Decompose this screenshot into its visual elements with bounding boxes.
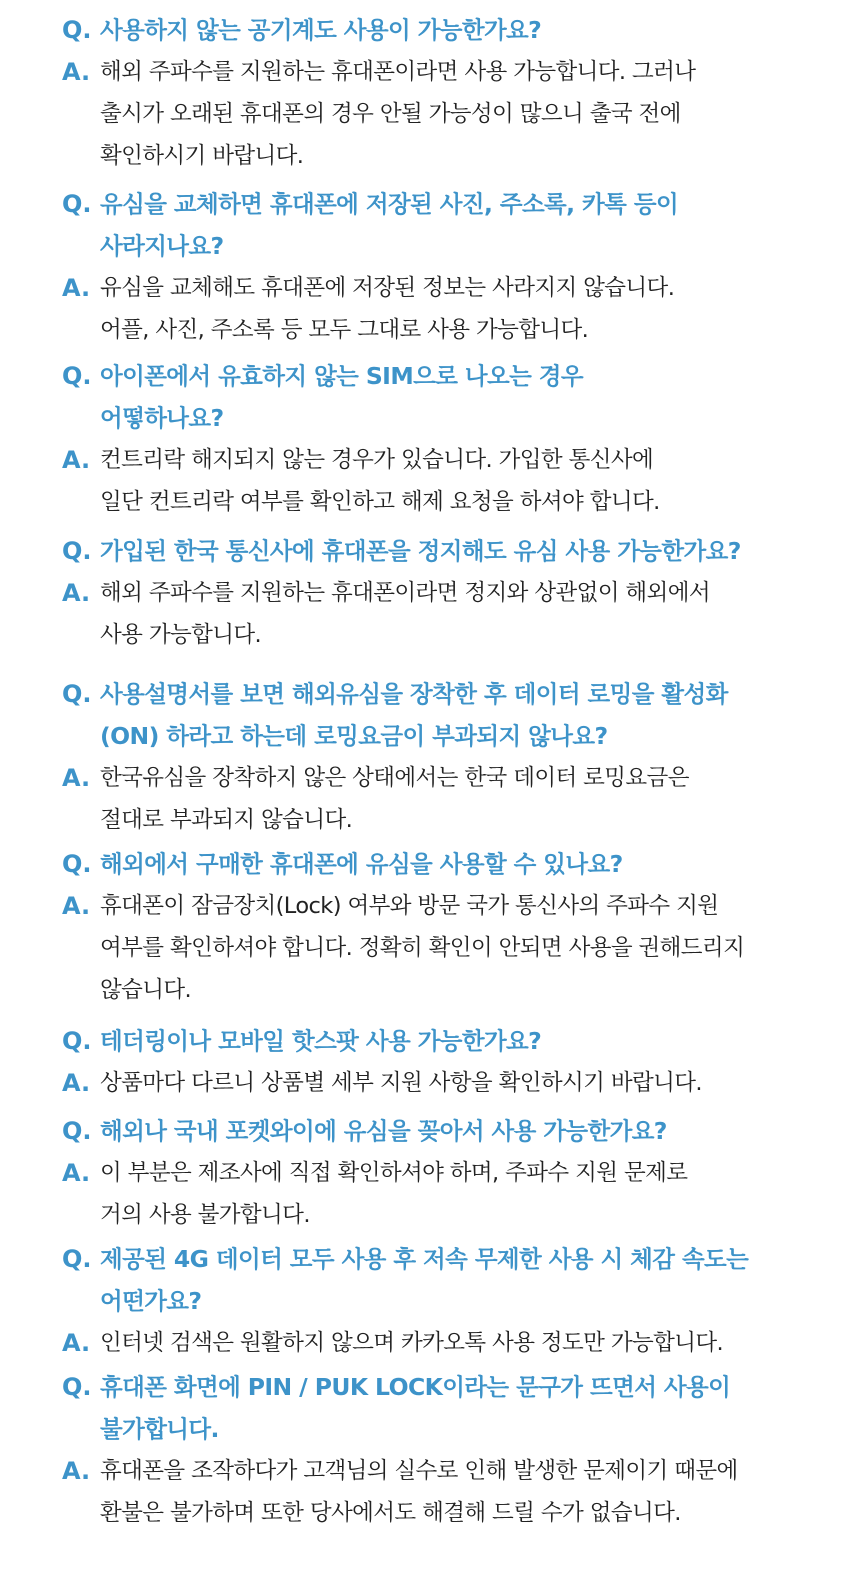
answer-text xyxy=(100,1450,840,1534)
faq-item xyxy=(0,530,860,656)
question-line: 어떻하나요? xyxy=(100,404,224,432)
faq-item xyxy=(0,1238,860,1364)
question-line: 제공된 4G 데이터 모두 사용 후 저속 무제한 사용 시 체감 속도는 xyxy=(100,1245,749,1273)
answer-text xyxy=(100,572,840,656)
faq-item xyxy=(0,843,860,1011)
faq-question xyxy=(0,9,860,51)
answer-marker: A. xyxy=(62,446,91,474)
answer-marker: A. xyxy=(62,274,91,302)
question-line: 아이폰에서 유효하지 않는 SIM으로 나오는 경우 xyxy=(100,362,583,390)
faq-answer xyxy=(0,757,860,841)
answer-marker: A. xyxy=(62,579,91,607)
answer-line: 확인하시기 바랍니다. xyxy=(100,143,304,169)
faq-item xyxy=(0,1020,860,1104)
answer-line: 일단 컨트리락 여부를 확인하고 해제 요청을 하셔야 합니다. xyxy=(100,489,660,515)
answer-line: 인터넷 검색은 원활하지 않으며 카카오톡 사용 정도만 가능합니다. xyxy=(100,1330,724,1356)
answer-marker: A. xyxy=(62,58,91,86)
faq-question xyxy=(0,1110,860,1152)
answer-line: 절대로 부과되지 않습니다. xyxy=(100,807,353,833)
question-marker: Q. xyxy=(62,1373,92,1401)
question-text xyxy=(100,1020,840,1062)
faq-item xyxy=(0,673,860,841)
question-marker: Q. xyxy=(62,362,92,390)
question-text xyxy=(100,183,840,267)
faq-question xyxy=(0,1238,860,1322)
faq-answer xyxy=(0,885,860,1011)
question-text xyxy=(100,355,840,439)
answer-line: 출시가 오래된 휴대폰의 경우 안될 가능성이 많으니 출국 전에 xyxy=(100,101,681,127)
faq-item xyxy=(0,9,860,177)
question-marker: Q. xyxy=(62,16,92,44)
faq-question xyxy=(0,843,860,885)
answer-text xyxy=(100,1322,840,1364)
question-marker: Q. xyxy=(62,850,92,878)
faq-question xyxy=(0,673,860,757)
faq-question xyxy=(0,183,860,267)
faq-answer xyxy=(0,267,860,351)
faq-answer xyxy=(0,51,860,177)
answer-marker: A. xyxy=(62,1329,91,1357)
question-line: 가입된 한국 통신사에 휴대폰을 정지해도 유심 사용 가능한가요? xyxy=(100,537,741,565)
faq-question xyxy=(0,1020,860,1062)
answer-marker: A. xyxy=(62,892,91,920)
faq-item xyxy=(0,1366,860,1534)
question-line: 사용하지 않는 공기계도 사용이 가능한가요? xyxy=(100,16,542,44)
answer-text xyxy=(100,885,840,1011)
answer-marker: A. xyxy=(62,1457,91,1485)
question-text xyxy=(100,530,840,572)
answer-text xyxy=(100,267,840,351)
question-marker: Q. xyxy=(62,190,92,218)
question-marker: Q. xyxy=(62,1027,92,1055)
question-line: 해외나 국내 포켓와이에 유심을 꽂아서 사용 가능한가요? xyxy=(100,1117,667,1145)
question-marker: Q. xyxy=(62,537,92,565)
faq-answer xyxy=(0,1322,860,1364)
question-text xyxy=(100,1110,840,1152)
answer-marker: A. xyxy=(62,1069,91,1097)
question-marker: Q. xyxy=(62,1117,92,1145)
question-text xyxy=(100,673,840,757)
faq-question xyxy=(0,355,860,439)
answer-text xyxy=(100,51,840,177)
faq-answer xyxy=(0,1450,860,1534)
question-line: 해외에서 구매한 휴대폰에 유심을 사용할 수 있나요? xyxy=(100,850,623,878)
answer-line: 이 부분은 제조사에 직접 확인하셔야 하며, 주파수 지원 문제로 xyxy=(100,1160,688,1186)
answer-line: 한국유심을 장착하지 않은 상태에서는 한국 데이터 로밍요금은 xyxy=(100,765,689,791)
faq-answer xyxy=(0,1152,860,1236)
question-line: (ON) 하라고 하는데 로밍요금이 부과되지 않나요? xyxy=(100,722,608,750)
faq-item xyxy=(0,183,860,351)
answer-text xyxy=(100,1062,840,1104)
answer-line: 사용 가능합니다. xyxy=(100,622,262,648)
answer-line: 휴대폰을 조작하다가 고객님의 실수로 인해 발생한 문제이기 때문에 xyxy=(100,1458,738,1484)
answer-line: 해외 주파수를 지원하는 휴대폰이라면 사용 가능합니다. 그러나 xyxy=(100,59,696,85)
question-text xyxy=(100,843,840,885)
faq-answer xyxy=(0,439,860,523)
question-line: 테더링이나 모바일 핫스팟 사용 가능한가요? xyxy=(100,1027,542,1055)
answer-text xyxy=(100,1152,840,1236)
faq-item xyxy=(0,355,860,523)
faq-question xyxy=(0,530,860,572)
answer-line: 어플, 사진, 주소록 등 모두 그대로 사용 가능합니다. xyxy=(100,317,589,343)
answer-line: 거의 사용 불가합니다. xyxy=(100,1202,310,1228)
answer-line: 상품마다 다르니 상품별 세부 지원 사항을 확인하시기 바랍니다. xyxy=(100,1070,702,1096)
answer-text xyxy=(100,439,840,523)
faq-question xyxy=(0,1366,860,1450)
answer-marker: A. xyxy=(62,1159,91,1187)
answer-line: 않습니다. xyxy=(100,977,192,1003)
answer-marker: A. xyxy=(62,764,91,792)
question-text xyxy=(100,9,840,51)
question-text xyxy=(100,1366,840,1450)
question-marker: Q. xyxy=(62,680,92,708)
answer-line: 환불은 불가하며 또한 당사에서도 해결해 드릴 수가 없습니다. xyxy=(100,1500,681,1526)
question-line: 어떤가요? xyxy=(100,1287,202,1315)
answer-line: 휴대폰이 잠금장치(Lock) 여부와 방문 국가 통신사의 주파수 지원 xyxy=(100,893,719,919)
faq-answer xyxy=(0,1062,860,1104)
question-line: 유심을 교체하면 휴대폰에 저장된 사진, 주소록, 카톡 등이 xyxy=(100,190,679,218)
answer-text xyxy=(100,757,840,841)
faq-answer xyxy=(0,572,860,656)
question-text xyxy=(100,1238,840,1322)
question-line: 휴대폰 화면에 PIN / PUK LOCK이라는 문구가 뜨면서 사용이 xyxy=(100,1373,731,1401)
question-marker: Q. xyxy=(62,1245,92,1273)
question-line: 사라지나요? xyxy=(100,232,224,260)
question-line: 불가합니다. xyxy=(100,1415,219,1443)
answer-line: 컨트리락 해지되지 않는 경우가 있습니다. 가입한 통신사에 xyxy=(100,447,654,473)
answer-line: 해외 주파수를 지원하는 휴대폰이라면 정지와 상관없이 해외에서 xyxy=(100,580,710,606)
answer-line: 여부를 확인하셔야 합니다. 정확히 확인이 안되면 사용을 권해드리지 xyxy=(100,935,745,961)
question-line: 사용설명서를 보면 해외유심을 장착한 후 데이터 로밍을 활성화 xyxy=(100,680,728,708)
answer-line: 유심을 교체해도 휴대폰에 저장된 정보는 사라지지 않습니다. xyxy=(100,275,675,301)
faq-item xyxy=(0,1110,860,1236)
